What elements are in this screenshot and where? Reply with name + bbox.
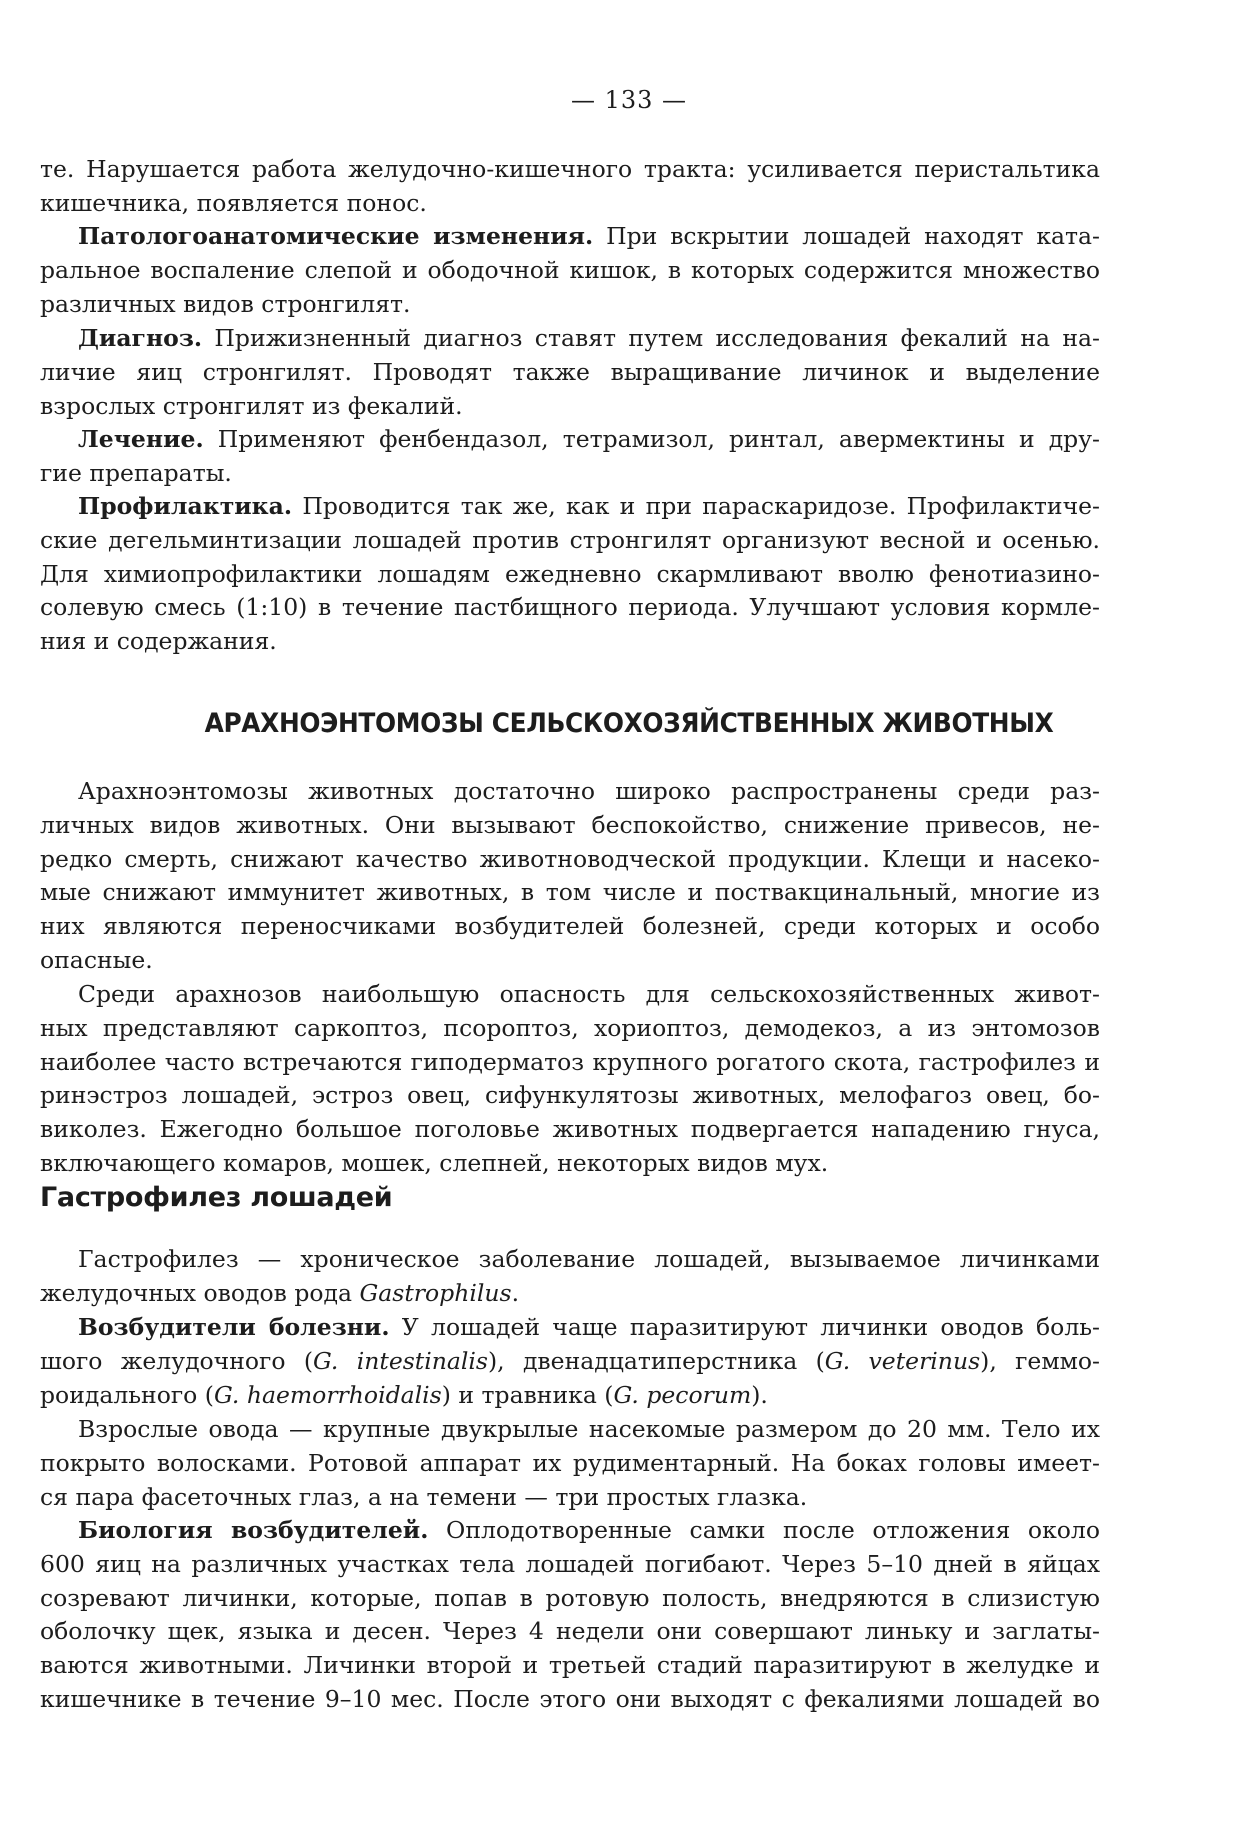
paragraph-treatment (40, 423, 1100, 491)
text-line (40, 322, 1100, 356)
paragraph-adult-botflies (40, 1413, 1100, 1514)
text-run: ), двенадцатиперстника ( (488, 1346, 825, 1375)
text-line: Взрослые овода — крупные двукрылые насекомые размером до 20 мм. Тело их (78, 1415, 1100, 1443)
text-line: личных видов животных. Они вызывают беспокойство, снижение привесов, не- (40, 810, 1100, 839)
run-in-heading: Патологоанатомические изменения. (78, 222, 594, 250)
text-run: Прижизненный диагноз ставят путем исследования фекалий на на- (214, 324, 1100, 352)
text-line: Для химиопрофилактики лошадям ежедневно скармливают вволю фенотиазино- (40, 559, 1100, 588)
text-run: Оплодотворенные самки после отложения около (446, 1516, 1100, 1544)
text-line: созревают личинки, которые, попав в ротовую полость, внедряются в слизистую (40, 1583, 1100, 1612)
text-line (40, 1514, 1100, 1548)
run-in-heading: Диагноз. (78, 324, 203, 352)
text-line (40, 1311, 1100, 1345)
text-line: наиболее часто встречаются гиподерматоз крупного рогатого скота, гастрофилез и (40, 1047, 1100, 1076)
text-run: У лошадей чаще паразитируют личинки оводов боль- (401, 1313, 1100, 1341)
text-run: . (511, 1278, 520, 1307)
text-line: кишечнике в течение 9–10 мес. После этого они выходят с фекалиями лошадей во (40, 1684, 1100, 1713)
text-line: различных видов стронгилят. (40, 289, 411, 318)
text-run: При вскрытии лошадей находят ката- (606, 222, 1100, 250)
text-line: ных представляют саркоптоз, псороптоз, хориоптоз, демодекоз, а из энтомозов (40, 1013, 1100, 1042)
genus-name: Gastrophilus (359, 1278, 512, 1307)
species-name: G. haemorrhoidalis (213, 1380, 442, 1409)
text-line: включающего комаров, мошек, слепней, некоторых видов мух. (40, 1148, 829, 1177)
text-line (40, 490, 1100, 524)
species-name: G. intestinalis (313, 1346, 488, 1375)
text-line: ния и содержания. (40, 627, 277, 656)
text-line: 600 яиц на различных участках тела лошадей погибают. Через 5–10 дней в яйцах (40, 1549, 1100, 1578)
text-line: солевую смесь (1:10) в течение пастбищного периода. Улучшают условия кормле- (40, 593, 1100, 622)
section-heading: АРАХНОЭНТОМОЗЫ СЕЛЬСКОХОЗЯЙСТВЕННЫХ ЖИВОТНЫХ (204, 708, 1054, 739)
text-run: шого желудочного ( (40, 1346, 313, 1375)
text-line: ся пара фасеточных глаз, а на темени — три простых глазка. (40, 1482, 808, 1511)
paragraph-pathogen-biology (40, 1514, 1100, 1717)
text-line: них являются переносчиками возбудителей болезней, среди которых и особо (40, 912, 1100, 941)
text-run: ), геммо- (980, 1346, 1100, 1375)
paragraph-pathology (40, 220, 1100, 321)
text-run: ) и травника ( (441, 1380, 614, 1409)
page-number: — 133 — (570, 86, 688, 114)
text-line: покрыто волосками. Ротовой аппарат их рудиментарный. На боках головы имеет- (40, 1448, 1100, 1477)
text-line: те. Нарушается работа желудочно-кишечного тракта: усиливается перистальтика (40, 155, 1100, 183)
text-line: виколез. Ежегодно большое поголовье животных подвергается нападению гнуса, (40, 1115, 1100, 1144)
paragraph-intro-continuation (40, 153, 1100, 221)
text-line: ральное воспаление слепой и ободочной кишок, в которых содержится множество (40, 255, 1100, 284)
text-line: ринэстроз лошадей, эстроз овец, сифункулятозы животных, мелофагоз овец, бо- (40, 1081, 1100, 1110)
species-name: G. pecorum (613, 1380, 752, 1409)
text-line: Гастрофилез — хроническое заболевание лошадей, вызываемое личинками (78, 1245, 1100, 1273)
paragraph-gastrophilosis-definition (40, 1243, 1100, 1311)
text-line: кишечника, появляется понос. (40, 188, 427, 217)
text-run: Применяют фенбендазол, тетрамизол, ринтал, авермектины и дру- (217, 425, 1100, 453)
text-line: взрослых стронгилят из фекалий. (40, 391, 463, 420)
text-line: гие препараты. (40, 458, 232, 487)
run-in-heading: Профилактика. (78, 492, 293, 520)
text-line (40, 220, 1100, 254)
text-line: личие яиц стронгилят. Проводят также выращивание личинок и выделение (40, 357, 1100, 386)
paragraph-diagnosis (40, 322, 1100, 423)
text-line (40, 1277, 1100, 1311)
text-line: оболочку щек, языка и десен. Через 4 недели они совершают линьку и заглаты- (40, 1617, 1100, 1646)
paragraph-arachnoentomoses-overview (40, 775, 1100, 978)
run-in-heading: Возбудители болезни. (78, 1313, 390, 1341)
text-line: опасные. (40, 945, 153, 974)
paragraph-prevention (40, 490, 1100, 659)
subsection-heading: Гастрофилез лошадей (40, 1182, 393, 1213)
text-line: ские дегельминтизации лошадей против стронгилят организуют весной и осенью. (40, 525, 1100, 554)
text-line: Среди арахнозов наибольшую опасность для сельскохозяйственных живот- (78, 980, 1100, 1008)
text-line: ваются животными. Личинки второй и третьей стадий паразитируют в желудке и (40, 1651, 1100, 1680)
text-line (40, 1345, 1100, 1379)
species-name: G. veterinus (824, 1346, 981, 1375)
text-run: роидального ( (40, 1380, 214, 1409)
text-run: ). (751, 1380, 768, 1409)
text-line: Арахноэнтомозы животных достаточно широко распространены среди раз- (78, 777, 1100, 805)
text-run: желудочных оводов рода (40, 1278, 360, 1307)
text-line: редко смерть, снижают качество животноводческой продукции. Клещи и насеко- (40, 844, 1100, 873)
text-line (40, 1379, 1100, 1413)
text-line: мые снижают иммунитет животных, в том числе и поствакцинальный, многие из (40, 878, 1100, 907)
run-in-heading: Лечение. (78, 425, 204, 453)
text-line (40, 423, 1100, 457)
paragraph-pathogens (40, 1311, 1100, 1412)
paragraph-arachnoses-list (40, 978, 1100, 1181)
run-in-heading: Биология возбудителей. (78, 1516, 429, 1544)
text-run: Проводится так же, как и при параскаридозе. Профилактиче- (302, 492, 1100, 520)
